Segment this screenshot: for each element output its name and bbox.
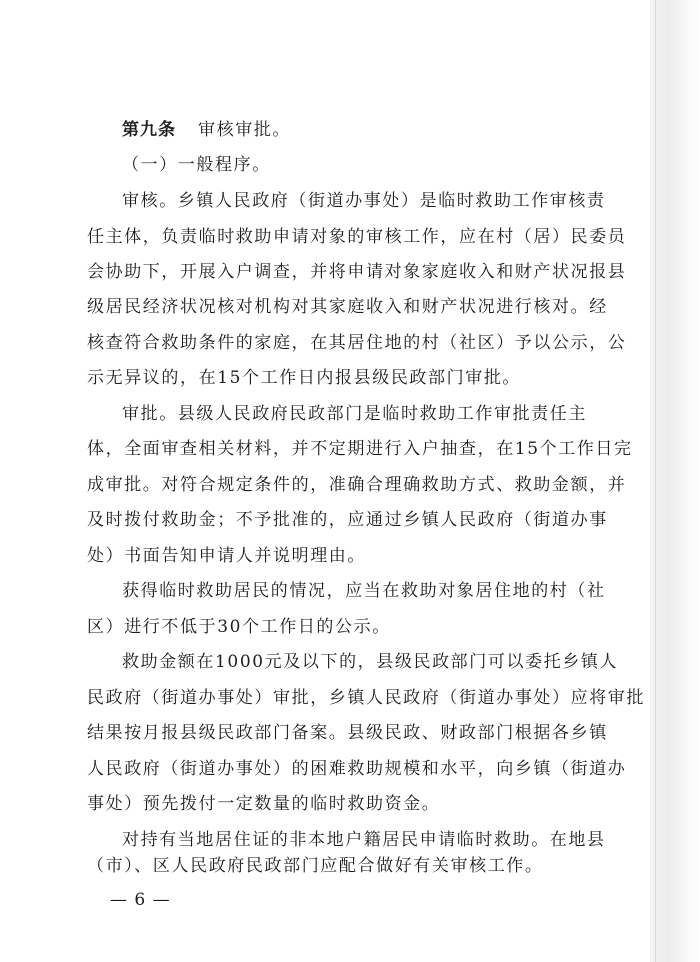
- paragraph-line: 民政府（街道办事处）审批，乡镇人民政府（街道办事处）应将审批: [87, 688, 645, 708]
- paragraph-line: 体，全面审查相关材料，并不定期进行入户抽查，在15个工作日完: [87, 439, 633, 459]
- page-number: — 6 —: [110, 890, 171, 910]
- subsection-heading: （一）一般程序。: [122, 155, 271, 175]
- paragraph-line: 任主体，负责临时救助申请对象的审核工作，应在村（居）民委员: [87, 227, 627, 247]
- paragraph-line: （市）、区人民政府民政部门应配合做好有关审核工作。: [87, 856, 544, 876]
- paragraph-line: 获得临时救助居民的情况，应当在救助对象居住地的村（社: [122, 581, 606, 601]
- article-heading: [122, 120, 291, 140]
- paragraph-line: 人民政府（街道办事处）的困难救助规模和水平，向乡镇（街道办: [87, 759, 627, 779]
- paragraph-line: 结果按月报县级民政部门备案。县级民政、财政部门根据各乡镇: [87, 723, 608, 743]
- paragraph-line: 及时拨付救助金；不予批准的，应通过乡镇人民政府（街道办事: [87, 510, 608, 530]
- paragraph-line: 级居民经济状况核对机构对其家庭收入和财产状况进行核对。经: [87, 297, 608, 317]
- paragraph-line: 区）进行不低于30个工作日的公示。: [87, 617, 391, 637]
- paragraph-line: 示无异议的，在15个工作日内报县级民政部门审批。: [87, 368, 522, 388]
- paragraph-line: 事处）预先拨付一定数量的临时救助资金。: [87, 794, 441, 814]
- article-number: 第九条: [122, 120, 176, 140]
- paragraph-line: 成审批。对符合规定条件的，准确合理确救助方式、救助金额，并: [87, 475, 627, 495]
- paragraph-line: 救助金额在1000元及以下的，县级民政部门可以委托乡镇人: [122, 652, 619, 672]
- paragraph-line: 对持有当地居住证的非本地户籍居民申请临时救助。在地县: [122, 830, 606, 850]
- paragraph-line: 会协助下，开展入户调查，并将申请对象家庭收入和财产状况报县: [87, 262, 627, 282]
- paragraph-line: 核查符合救助条件的家庭，在其居住地的村（社区）予以公示，公: [87, 333, 627, 353]
- paragraph-line: 处）书面告知申请人并说明理由。: [87, 546, 366, 566]
- paragraph-line: 审核。乡镇人民政府（街道办事处）是临时救助工作审核责: [122, 191, 606, 211]
- article-title: 审核审批。: [198, 120, 291, 140]
- paragraph-line: 审批。县级人民政府民政部门是临时救助工作审批责任主: [122, 404, 587, 424]
